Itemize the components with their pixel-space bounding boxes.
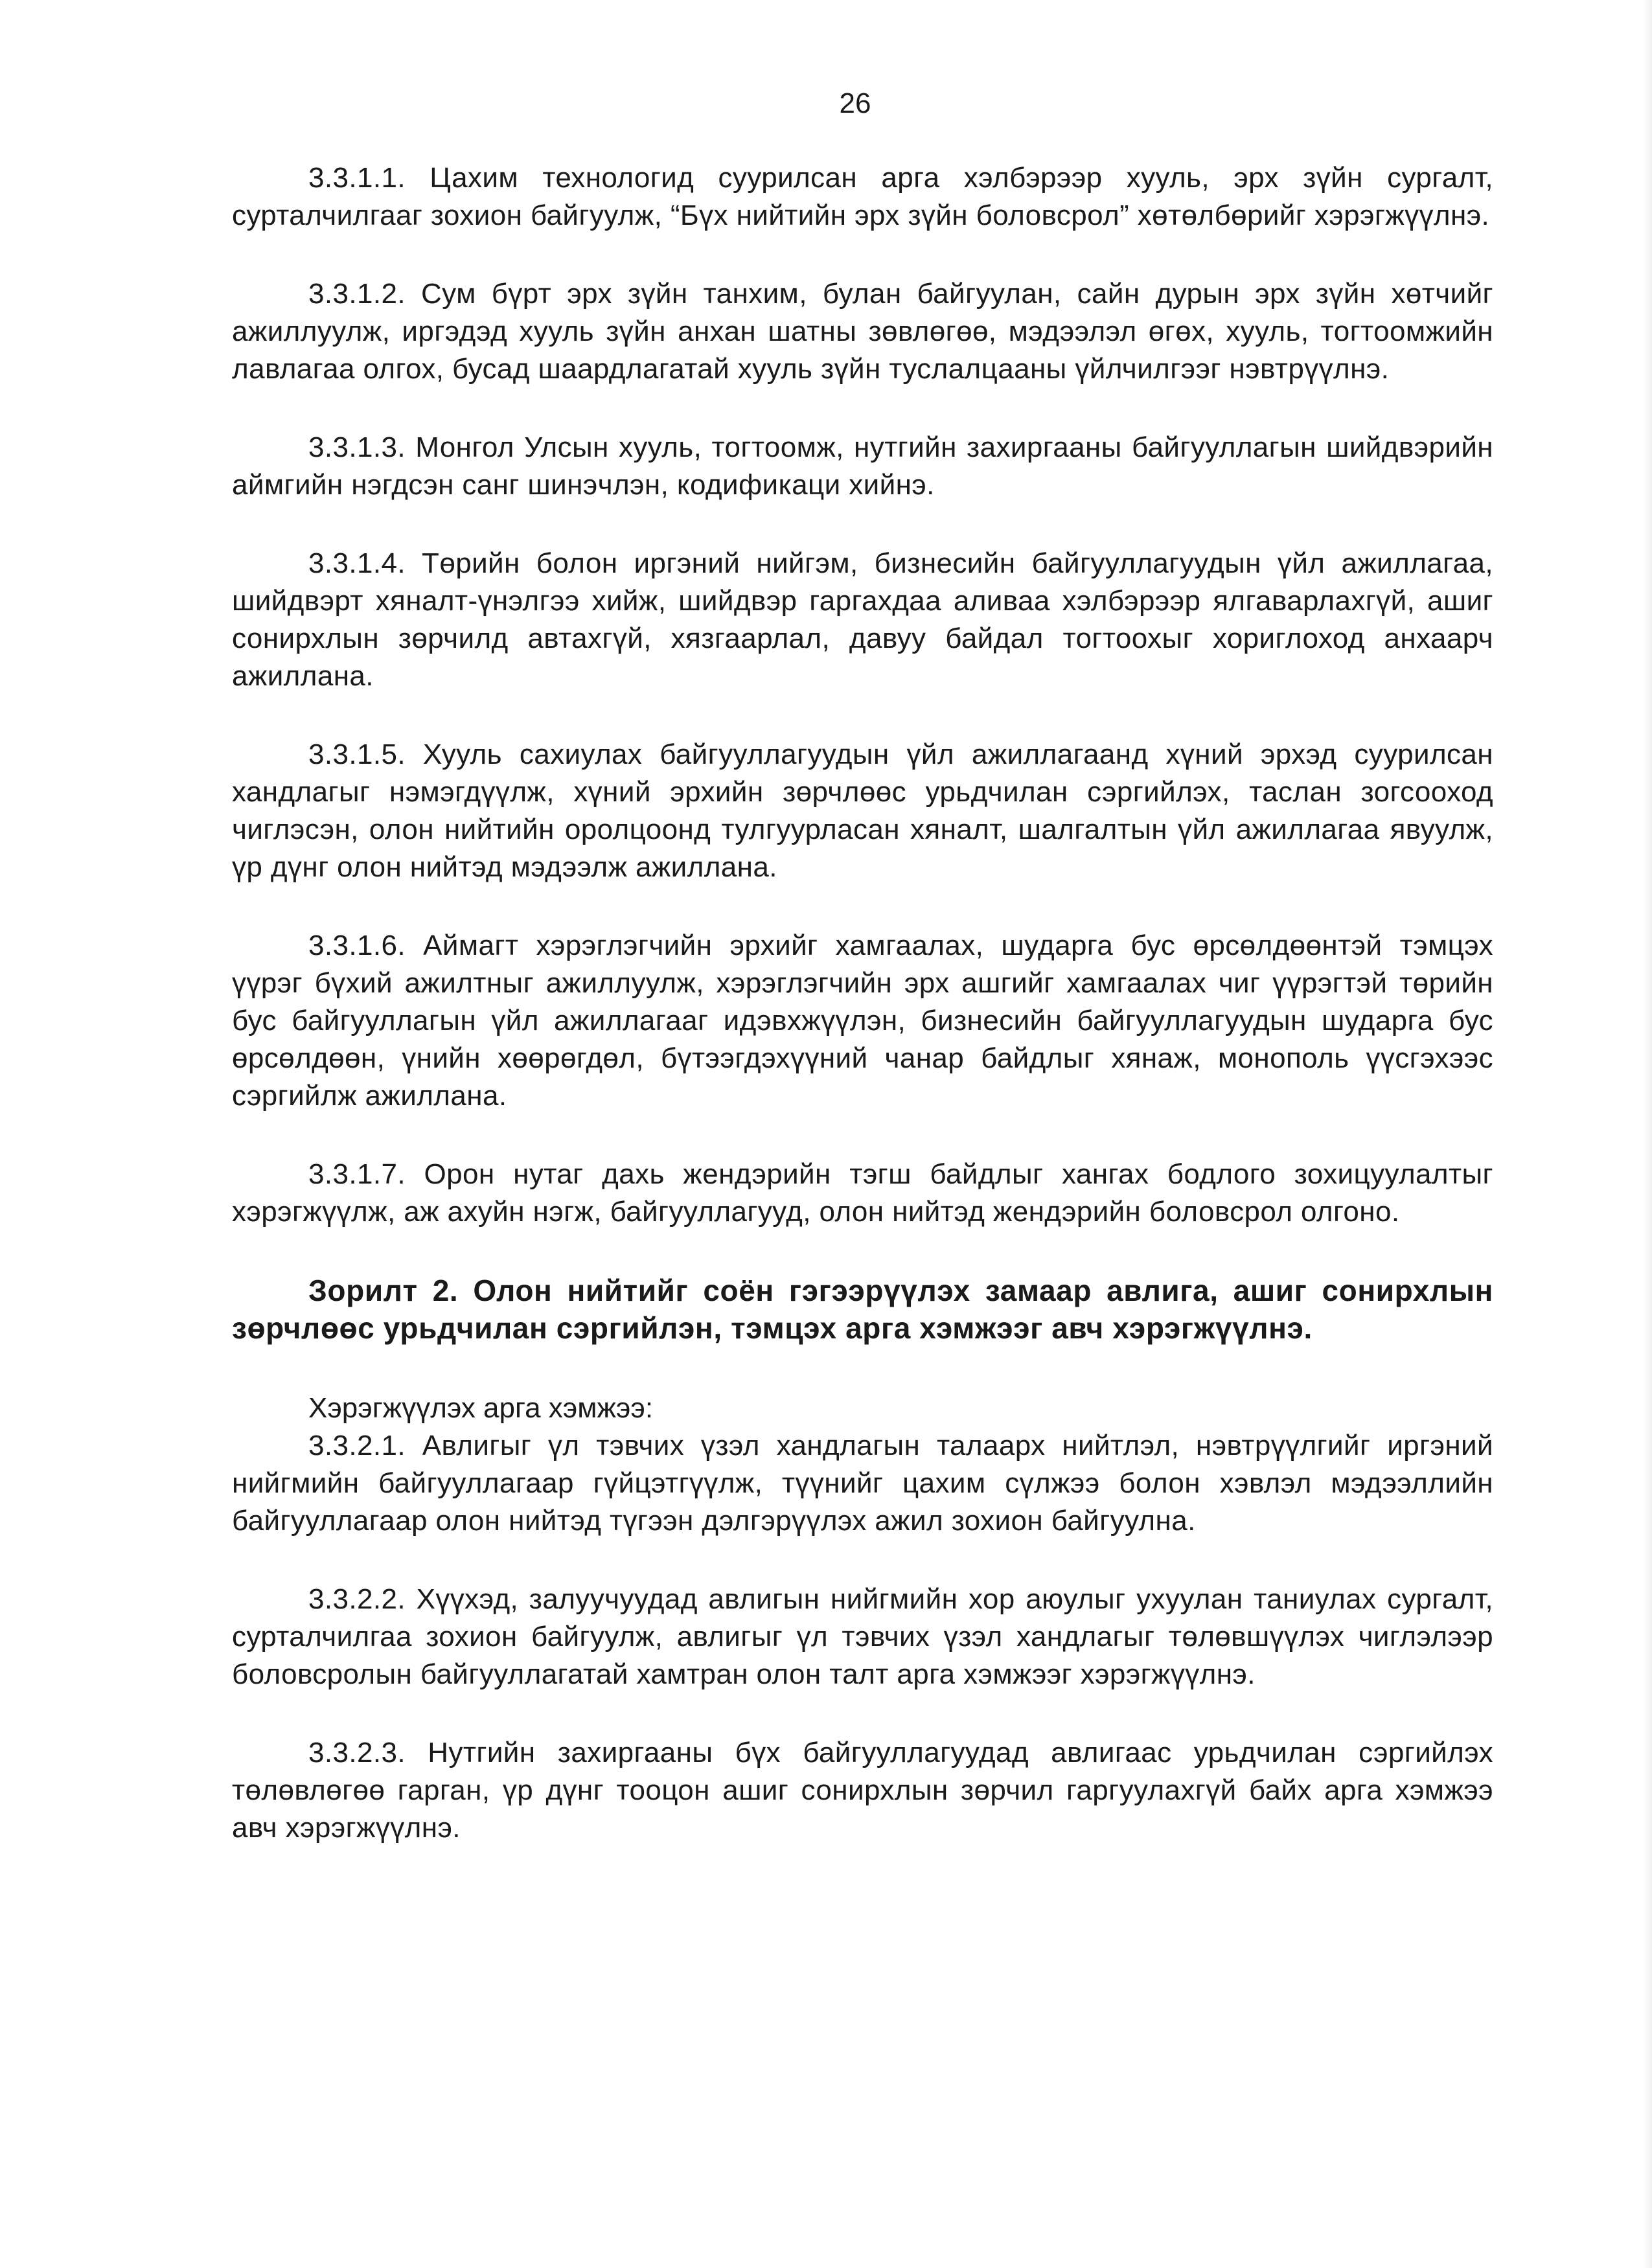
paragraph-3-3-2-2: 3.3.2.2. Хүүхэд, залуучуудад авлигын нийгмийн хор аюулыг ухуулан таниулах сургалт, сурталчилгаа зохион байгуулж, авлигыг үл тэвчих үзэл хандлагыг төлөвшүүлэх чиглэлээр боловсролын байгууллагатай хамтран олон талт арга хэмжээг хэрэгжүүлнэ. — [232, 1583, 1493, 1690]
goal-heading: Зорилт 2. Олон нийтийг соён гэгээрүүлэх замаар авлига, ашиг сонирхлын зөрчлөөс урьдчилан сэргийлэн, тэмцэх арга хэмжээг авч хэрэгжүүлнэ. — [232, 1274, 1493, 1345]
paragraph-3-3-1-3: 3.3.1.3. Монгол Улсын хууль, тогтоомж, нутгийн захиргааны байгууллагын шийдвэрийн аймгийн нэгдсэн санг шинэчлэн, кодификаци хийнэ. — [232, 431, 1493, 501]
paragraph-3-3-1-7: 3.3.1.7. Орон нутаг дахь жендэрийн тэгш байдлыг хангах бодлого зохицуулалтыг хэрэгжүүлж, аж ахуйн нэгж, байгууллагууд, олон нийтэд жендэрийн боловсрол олгоно. — [232, 1158, 1493, 1228]
paragraph-3-3-1-1: 3.3.1.1. Цахим технологид суурилсан арга хэлбэрээр хууль, эрх зүйн сургалт, сурталчилгааг зохион байгуулж, “Бүх нийтийн эрх зүйн боловсрол” хөтөлбөрийг хэрэгжүүлнэ. — [232, 162, 1493, 231]
paragraph-3-3-1-2: 3.3.1.2. Сум бүрт эрх зүйн танхим, булан байгуулан, сайн дурын эрх зүйн хөтчийг ажиллуулж, иргэдэд хууль зүйн анхан шатны зөвлөгөө, мэдээлэл өгөх, хууль, тогтоомжийн лавлагаа олгох, бусад шаардлагатай хууль зүйн туслалцааны үйлчилгээг нэвтрүүлнэ. — [232, 278, 1493, 385]
measures-label: Хэрэгжүүлэх арга хэмжээ: — [308, 1392, 654, 1424]
paragraph-3-3-1-6: 3.3.1.6. Аймагт хэрэглэгчийн эрхийг хамгаалах, шударга бус өрсөлдөөнтэй тэмцэх үүрэг бүхий ажилтныг ажиллуулж, хэрэглэгчийн эрх ашгийг хамгаалах чиг үүрэгтэй төрийн бус байгууллагын үйл ажиллагааг идэвхжүүлэн, бизнесийн байгууллагуудын шударга бус өрсөлдөөн, үнийн хөөрөгдөл, бүтээгдэхүүний чанар байдлыг хянаж, монополь үүсгэхээс сэргийлж ажиллана. — [232, 930, 1493, 1112]
scan-edge-shadow — [1643, 0, 1652, 2268]
document-body — [232, 159, 1493, 1888]
paragraph-3-3-2-1: 3.3.2.1. Авлигыг үл тэвчих үзэл хандлагын талаарх нийтлэл, нэвтрүүлгийг иргэний нийгмийн байгууллагаар гүйцэтгүүлж, түүнийг цахим сүлжээ болон хэвлэл мэдээллийн байгууллагаар олон нийтэд түгээн дэлгэрүүлэх ажил зохион байгуулна. — [232, 1430, 1493, 1537]
paragraph-3-3-2-3: 3.3.2.3. Нутгийн захиргааны бүх байгууллагуудад авлигаас урьдчилан сэргийлэх төлөвлөгөө гарган, үр дүнг тооцон ашиг сонирхлын зөрчил гаргуулахгүй байх арга хэмжээ авч хэрэгжүүлнэ. — [232, 1737, 1493, 1844]
paragraph-3-3-1-4: 3.3.1.4. Төрийн болон иргэний нийгэм, бизнесийн байгууллагуудын үйл ажиллагаа, шийдвэрт хяналт-үнэлгээ хийж, шийдвэр гаргахдаа аливаа хэлбэрээр ялгаварлахгүй, ашиг сонирхлын зөрчилд автахгүй, хязгаарлал, давуу байдал тогтоохыг хориглоход анхаарч ажиллана. — [232, 547, 1493, 692]
paragraph-3-3-1-5: 3.3.1.5. Хууль сахиулах байгууллагуудын үйл ажиллагаанд хүний эрхэд суурилсан хандлагыг нэмэгдүүлж, хүний эрхийн зөрчлөөс урьдчилан сэргийлэх, таслан зогсооход чиглэсэн, олон нийтийн оролцоонд тулгуурласан хяналт, шалгалтын үйл ажиллагаа явуулж, үр дүнг олон нийтэд мэдээлж ажиллана. — [232, 739, 1493, 883]
page-number: 26 — [839, 87, 871, 119]
